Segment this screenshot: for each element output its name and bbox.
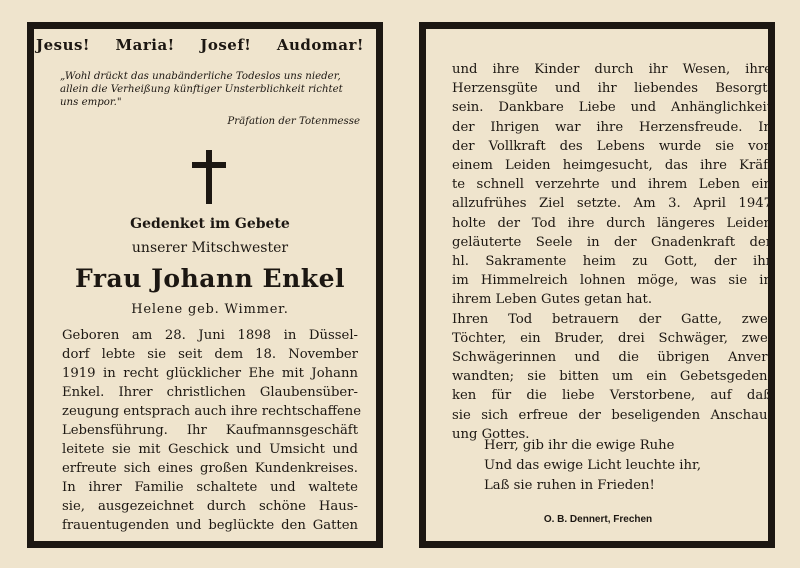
quote-source: Präfation der Totenmesse — [227, 116, 360, 127]
prayer-line: Herr, gib ihr die ewige Ruhe — [484, 438, 675, 453]
text-line: wandten; sie bitten um ein Gebetsgeden- — [452, 369, 772, 385]
text-line: Enkel. Ihrer christlichen Glaubensüber- — [62, 385, 358, 400]
text-line: und ihre Kinder durch ihr Wesen, ihre — [452, 62, 772, 77]
printer-imprint: O. B. Dennert, Frechen — [543, 514, 653, 525]
text-line: Töchter, ein Bruder, drei Schwäger, zwei — [452, 330, 772, 346]
text-line: holte der Tod ihre durch längeres Leiden — [452, 215, 772, 231]
saint-josef: Josef! — [200, 36, 252, 54]
text-line: Lebensführung. Ihr Kaufmannsgeschäft — [62, 423, 358, 438]
saints-invocation — [36, 36, 364, 54]
text-line: dorf lebte sie seit dem 18. November — [62, 347, 358, 362]
text-line: Herzensgüte und ihr liebendes Besorgt- — [452, 81, 772, 97]
text-line: In ihrer Familie schaltete und waltete — [62, 480, 358, 495]
text-line: ken für die liebe Verstorbene, auf daß — [452, 388, 772, 404]
text-line: im Himmelreich lohnen möge, was sie in — [452, 273, 772, 289]
text-line: ung Gottes. — [452, 426, 530, 442]
text-line: geläuterte Seele in der Gnadenkraft der — [452, 234, 772, 250]
text-line: leitete sie mit Geschick und Umsicht und — [62, 442, 358, 457]
text-line: hl. Sakramente heim zu Gott, der ihr — [452, 254, 772, 270]
biography-left — [62, 326, 362, 535]
text-line: Geboren am 28. Juni 1898 in Düssel- — [62, 328, 358, 343]
saint-jesus: Jesus! — [36, 36, 91, 54]
mitschwester-line: unserer Mitschwester — [131, 240, 289, 256]
text-line: ihrem Leben Gutes getan hat. — [452, 292, 653, 308]
saint-maria: Maria! — [115, 36, 175, 54]
text-line: sie, ausgezeichnet durch schöne Haus- — [62, 499, 358, 514]
text-line: Ihren Tod betrauern der Gatte, zwei — [452, 311, 772, 327]
text-line: sie sich erfreue der beseligenden Anschau- — [452, 407, 772, 423]
prayer-line: Und das ewige Licht leuchte ihr, — [484, 458, 702, 473]
text-line: frauentugenden und beglückte den Gatten — [62, 518, 358, 533]
text-line: Schwägerinnen und die übrigen Anver- — [452, 350, 772, 366]
quote-text: „Wohl drückt das unabänderliche Todeslos uns nieder, allein die Verheißung künftiger Unsterblichkeit richtet uns empor." — [60, 71, 343, 108]
text-line: sein. Dankbare Liebe und Anhänglichkeit — [452, 100, 772, 116]
text-line: der Ihrigen war ihre Herzensfreude. In — [452, 119, 772, 135]
text-line: einem Leiden heimgesucht, das ihre Kräf- — [452, 158, 772, 174]
saint-audomar: Audomar! — [276, 36, 364, 54]
text-line: allzufrühes Ziel setzte. Am 3. April 1947 — [452, 196, 772, 212]
text-line: erfreute sich eines großen Kundenkreises. — [62, 461, 358, 476]
biography-right — [452, 60, 772, 444]
text-line: te schnell verzehrte und ihrem Leben ein — [452, 177, 772, 193]
text-line: zeugung entsprach auch ihre rechtschaffene — [62, 404, 362, 419]
cross-icon — [192, 150, 226, 204]
text-line: 1919 in recht glücklicher Ehe mit Johann — [62, 366, 358, 381]
prayer — [484, 436, 744, 496]
deceased-name: Frau Johann Enkel — [75, 264, 345, 293]
text-line: der Vollkraft des Lebens wurde sie von — [452, 138, 772, 154]
maiden-name: Helene geb. Wimmer. — [131, 302, 289, 317]
prayer-line: Laß sie ruhen in Frieden! — [484, 478, 655, 493]
gedenket-heading: Gedenket im Gebete — [130, 216, 290, 232]
